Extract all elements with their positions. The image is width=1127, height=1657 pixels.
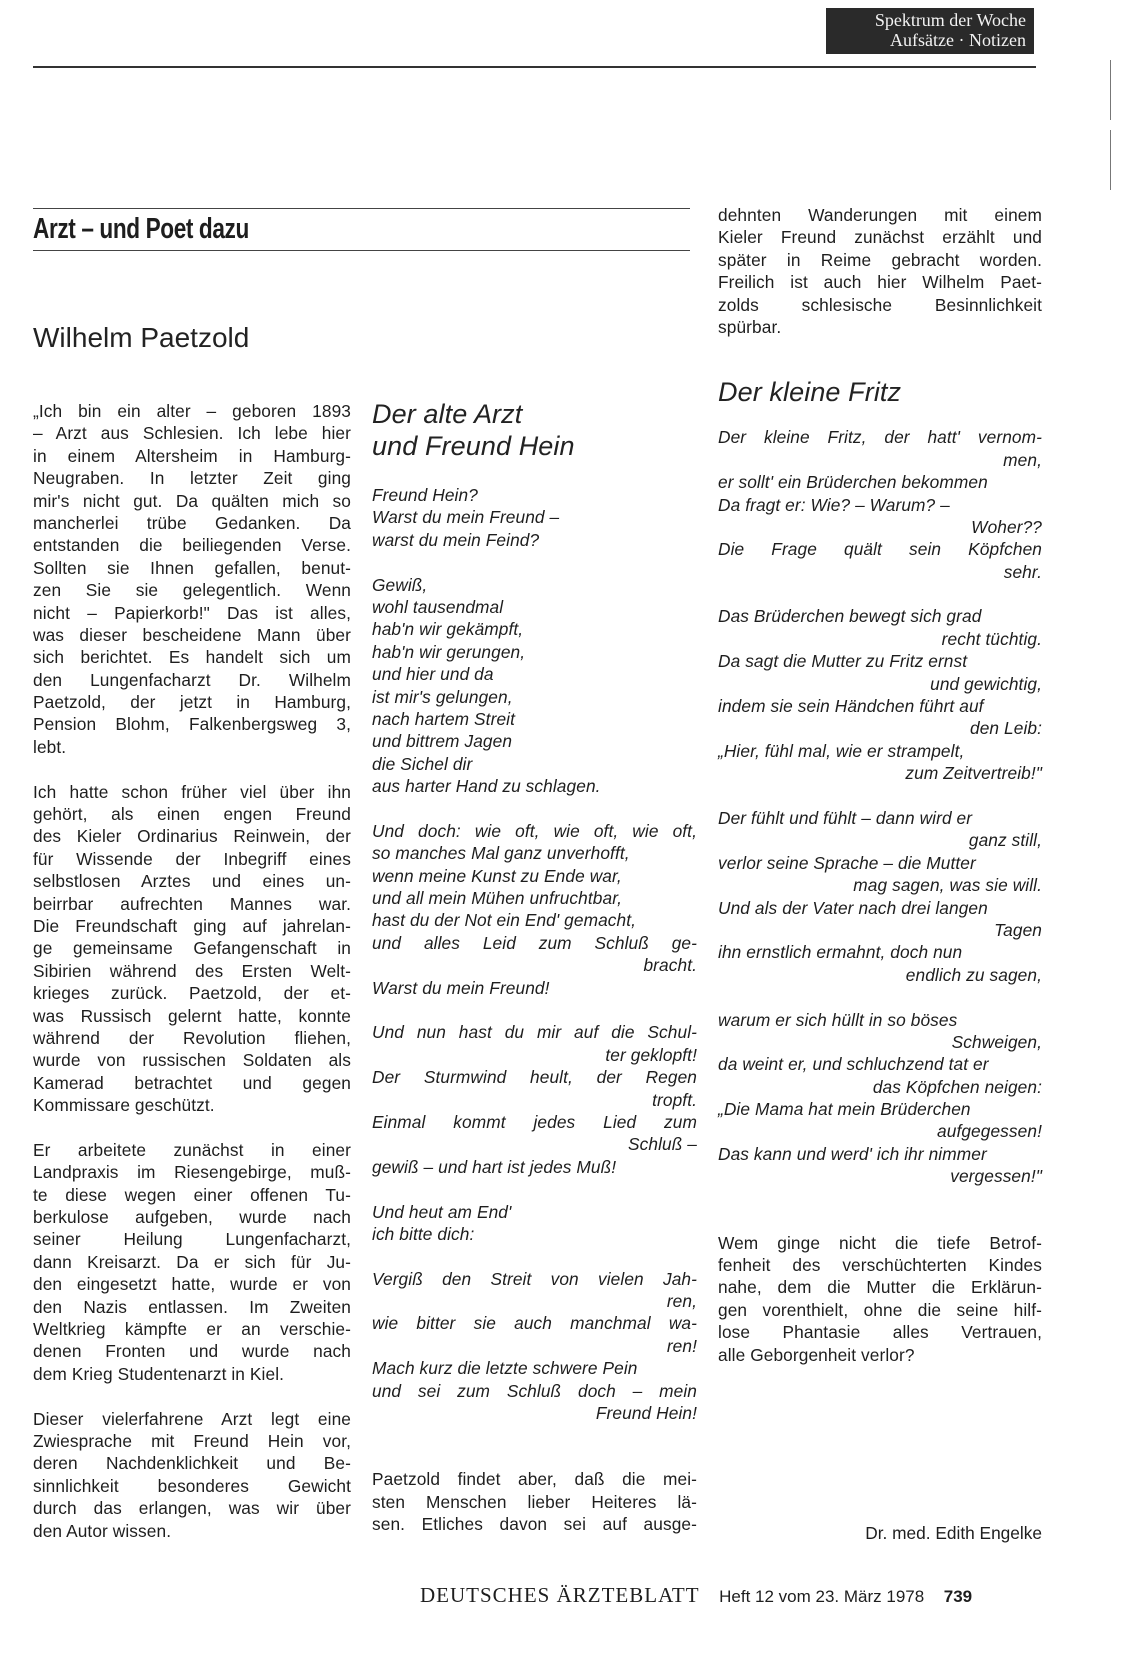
text-line: Weltkrieg kämpfte er an verschie- <box>33 1319 351 1340</box>
text-line: Sibirien während des Ersten Welt- <box>33 960 351 981</box>
text-line: indem sie sein Händchen führt auf <box>718 696 984 717</box>
text-line: Kommissare geschützt. <box>33 1095 215 1116</box>
column-1 <box>33 400 351 1542</box>
text-line: Die Frage quält sein Köpfchen <box>718 539 1042 560</box>
poem-1-stanza-4 <box>372 1021 697 1178</box>
text-line: er sollt' ein Brüderchen bekommen <box>718 472 988 493</box>
text-line: Mach kurz die letzte schwere Pein <box>372 1358 638 1379</box>
poem-2-stanza-4 <box>718 1009 1042 1188</box>
text-line: sehr. <box>1003 561 1042 582</box>
text-line: deren Nachdenklichkeit und Be- <box>33 1453 351 1474</box>
text-line: ren, <box>666 1291 697 1312</box>
issue-info: Heft 12 vom 23. März 1978 <box>719 1587 925 1606</box>
text-line: wurde von russischen Soldaten als <box>33 1050 351 1071</box>
text-line: das Köpfchen neigen: <box>872 1076 1042 1097</box>
text-line: während der Revolution fliehen, <box>33 1027 351 1048</box>
scan-edge-mark <box>1110 60 1111 120</box>
text-line: Paetzold findet aber, daß die mei- <box>372 1469 697 1490</box>
text-line: – Arzt aus Schlesien. Ich lebe hier <box>33 423 351 444</box>
text-line: den Autor wissen. <box>33 1520 172 1541</box>
text-line: den Leib: <box>969 718 1042 739</box>
poem-2-stanza-1 <box>718 426 1042 583</box>
poem-1-title-line2: und Freund Hein <box>372 431 575 461</box>
text-line: Da sagt die Mutter zu Fritz ernst <box>718 651 968 672</box>
text-line: in einem Altersheim in Hamburg- <box>33 445 351 466</box>
text-line: Das Brüderchen bewegt sich grad <box>718 606 982 627</box>
text-line: dehnten Wanderungen mit einem <box>718 205 1042 225</box>
text-line: seiner Heilung Lungenfacharzt, <box>33 1229 351 1250</box>
text-line: des Kieler Ordinarius Reinwein, der <box>33 826 351 847</box>
text-line: Der Sturmwind heult, der Regen <box>372 1067 697 1088</box>
text-line: gen vorenthielt, ohne die seine hilf- <box>718 1299 1042 1320</box>
text-line: berkulose aufgeben, wurde nach <box>33 1207 351 1228</box>
text-line: Freilich ist auch hier Wilhelm Paet- <box>718 272 1042 293</box>
page-number: 739 <box>943 1587 973 1606</box>
text-line: „Ich bin ein alter – geboren 1893 <box>33 401 351 421</box>
text-line: recht tüchtig. <box>941 628 1042 649</box>
poem-1-stanza-5 <box>372 1201 697 1246</box>
text-line: wohl tausendmal <box>372 596 504 617</box>
header-rule <box>33 66 1036 68</box>
text-line: die Sichel dir <box>372 753 473 774</box>
closing-paragraph <box>718 1232 1042 1366</box>
text-line: ren! <box>666 1335 697 1356</box>
text-line: Der kleine Fritz, der hatt' vernom- <box>718 427 1042 448</box>
column-2 <box>372 398 697 1536</box>
text-line: „Die Mama hat mein Brüderchen <box>718 1099 971 1120</box>
text-line: sen. Etliches davon sei auf ausge- <box>372 1514 697 1535</box>
text-line: Einmal kommt jedes Lied zum <box>372 1111 697 1132</box>
text-line: te diese wegen einer offenen Tu- <box>33 1184 351 1205</box>
text-line: Landpraxis im Riesengebirge, muß- <box>33 1162 351 1183</box>
text-line: Ich hatte schon früher viel über ihn <box>33 781 351 802</box>
text-line: was Russisch gelernt hatte, konnte <box>33 1005 351 1026</box>
text-line: zen Sie sie gelegentlich. Wenn <box>33 580 351 601</box>
poem-1-title <box>372 398 697 462</box>
text-line: und all mein Mühen unfruchtbar, <box>372 888 622 909</box>
signature: Dr. med. Edith Engelke <box>865 1523 1042 1543</box>
text-line: sten Menschen lieber Heiteres lä- <box>372 1491 697 1512</box>
text-line: mir's nicht gut. Da quälten mich so <box>33 490 351 511</box>
text-line: entstanden die beiliegenden Verse. <box>33 535 351 556</box>
poem-1-stanza-1 <box>372 484 697 551</box>
text-line: ihn ernstlich ermahnt, doch nun <box>718 942 963 963</box>
journal-name: DEUTSCHES ÄRZTEBLATT <box>420 1583 700 1607</box>
text-line: für Wissende der Inbegriff eines <box>33 848 351 869</box>
poem-1-stanza-6 <box>372 1268 697 1425</box>
text-line: zum Zeitvertreib!" <box>905 763 1042 784</box>
text-line: wenn meine Kunst zu Ende war, <box>372 865 622 886</box>
text-line: den eingesetzt hatte, wurde er von <box>33 1274 351 1295</box>
page-footer <box>420 1583 972 1608</box>
text-line: Und heut am End' <box>372 1201 512 1222</box>
section-label-line1: Spektrum der Woche <box>874 10 1026 30</box>
text-line: men, <box>1003 449 1042 470</box>
text-line: Vergiß den Streit von vielen Jah- <box>372 1268 697 1289</box>
text-line: wie bitter sie auch manchmal wa- <box>372 1313 697 1334</box>
text-line: denen Fronten und wurde nach <box>33 1341 351 1362</box>
text-line: und hier und da <box>372 664 494 685</box>
text-line: selbstlosen Arztes und eines un- <box>33 871 351 892</box>
text-line: zolds schlesische Besinnlichkeit <box>718 294 1042 315</box>
text-line: warst du mein Feind? <box>372 529 540 550</box>
column-3-prose <box>718 204 1042 338</box>
text-line: beirrbar aufrechten Mannes war. <box>33 893 351 914</box>
poem-2-stanza-2 <box>718 605 1042 784</box>
text-line: Paetzold, der jetzt in Hamburg, <box>33 692 351 713</box>
text-line: ist mir's gelungen, <box>372 686 513 707</box>
text-line: sich berichtet. Es handelt sich um <box>33 647 351 668</box>
text-line: Woher?? <box>971 516 1042 537</box>
author-name: Wilhelm Paetzold <box>33 322 250 353</box>
text-line: bracht. <box>643 955 697 976</box>
text-line: aus harter Hand zu schlagen. <box>372 776 601 797</box>
text-line: Tagen <box>994 919 1042 940</box>
text-line: lebt. <box>33 736 67 757</box>
text-line: durch das erlangen, was wir über <box>33 1498 351 1519</box>
text-line: Das kann und werd' ich ihr nimmer <box>718 1143 987 1164</box>
poem-2-title: Der kleine Fritz <box>718 377 902 408</box>
text-line: hast du der Not ein End' gemacht, <box>372 910 637 931</box>
text-line: gehört, als einen engen Freund <box>33 804 351 825</box>
text-line: lose Phantasie alles Vertrauen, <box>718 1322 1042 1343</box>
text-line: nach hartem Streit <box>372 708 515 729</box>
text-line: vergessen!" <box>950 1166 1042 1187</box>
text-line: mancherlei trübe Gedanken. Da <box>33 512 351 533</box>
text-line: Freund Hein! <box>595 1403 697 1424</box>
poem-1-title-line1: Der alte Arzt <box>372 399 523 429</box>
text-line: später in Reime gebracht worden. <box>718 249 1042 270</box>
paragraph-2 <box>33 781 351 1117</box>
text-line: Kamerad betrachtet und gegen <box>33 1072 351 1093</box>
text-line: was dieser bescheidene Mann über <box>33 624 351 645</box>
section-label-line2: Aufsätze · Notizen <box>890 30 1026 50</box>
text-line: Die Freundschaft ging auf jahrelan- <box>33 915 351 936</box>
text-line: aufgegessen! <box>937 1121 1042 1142</box>
text-line: Zwiesprache mit Freund Hein vor, <box>33 1430 351 1451</box>
text-line: den Nazis entlassen. Im Zweiten <box>33 1296 351 1317</box>
paragraph-1 <box>33 400 351 758</box>
text-line: Neugraben. In letzter Zeit ging <box>33 468 351 489</box>
text-line: hab'n wir gekämpft, <box>372 619 524 640</box>
text-line: Dieser vielerfahrene Arzt legt eine <box>33 1408 351 1429</box>
scan-edge-mark <box>1110 130 1111 190</box>
text-line: endlich zu sagen, <box>905 964 1042 985</box>
text-line: ter geklopft! <box>605 1044 697 1065</box>
text-line: sinnlichkeit besonderes Gewicht <box>33 1475 351 1496</box>
text-line: Und nun hast du mir auf die Schul- <box>372 1022 697 1043</box>
poem-2-stanza-3 <box>718 807 1042 986</box>
poem-2 <box>718 426 1042 1187</box>
text-line: fenheit des verschüchterten Kindes <box>718 1255 1042 1276</box>
title-rule-bottom <box>33 250 690 251</box>
text-line: und bittrem Jagen <box>372 731 513 752</box>
paragraph-4 <box>33 1408 351 1542</box>
text-line: Kieler Freund zunächst erzählt und <box>718 227 1042 248</box>
text-line: spürbar. <box>718 316 782 337</box>
text-line: und sei zum Schluß doch – mein <box>372 1380 697 1401</box>
article-title: Arzt – und Poet dazu <box>33 213 249 245</box>
text-line: Warst du mein Freund – <box>372 507 560 528</box>
title-rule-top <box>33 208 690 209</box>
text-line: Freund Hein? <box>372 485 478 505</box>
text-line: warum er sich hüllt in so böses <box>718 1009 958 1030</box>
text-line: Und als der Vater nach drei langen <box>718 897 988 918</box>
poem-1-stanza-3 <box>372 820 697 999</box>
text-line: ganz still, <box>968 830 1042 851</box>
text-line: alle Geborgenheit verlor? <box>718 1344 915 1365</box>
text-line: tropft. <box>652 1089 697 1110</box>
text-line: den Lungenfacharzt Dr. Wilhelm <box>33 669 351 690</box>
poem-1-stanza-2 <box>372 574 697 798</box>
text-line: nahe, dem die Mutter die Erklärun- <box>718 1277 1042 1298</box>
column-2-prose <box>372 1468 697 1535</box>
text-line: Gewiß, <box>372 574 428 595</box>
text-line: mag sagen, was sie will. <box>853 875 1042 896</box>
column-3 <box>718 204 1042 1366</box>
text-line: so manches Mal ganz unverhofft, <box>372 843 630 864</box>
paragraph-3 <box>33 1139 351 1385</box>
text-line: Da fragt er: Wie? – Warum? – <box>718 494 950 515</box>
text-line: Schweigen, <box>951 1031 1042 1052</box>
text-line: krieges zurück. Paetzold, der et- <box>33 983 351 1004</box>
text-line: Wem ginge nicht die tiefe Betrof- <box>718 1232 1042 1253</box>
text-line: da weint er, und schluchzend tat er <box>718 1054 989 1075</box>
text-line: nicht – Papierkorb!" Das ist alles, <box>33 602 351 623</box>
section-label-box <box>826 8 1034 54</box>
text-line: Warst du mein Freund! <box>372 977 550 998</box>
text-line: „Hier, fühl mal, wie er strampelt, <box>718 740 965 761</box>
text-line: ich bitte dich: <box>372 1223 475 1244</box>
text-line: Der fühlt und fühlt – dann wird er <box>718 807 973 828</box>
poem-1 <box>372 484 697 1424</box>
text-line: dann Kreisarzt. Da er sich für Ju- <box>33 1251 351 1272</box>
text-line: Und doch: wie oft, wie oft, wie oft, <box>372 820 697 841</box>
text-line: und gewichtig, <box>930 673 1042 694</box>
text-line: Sollten sie Ihnen gefallen, benut- <box>33 557 351 578</box>
text-line: ge gemeinsame Gefangenschaft in <box>33 938 351 959</box>
text-line: verlor seine Sprache – die Mutter <box>718 852 976 873</box>
text-line: Pension Blohm, Falkenbergsweg 3, <box>33 714 351 735</box>
text-line: hab'n wir gerungen, <box>372 641 526 662</box>
text-line: und alles Leid zum Schluß ge- <box>372 932 697 953</box>
text-line: gewiß – und hart ist jedes Muß! <box>372 1156 617 1177</box>
text-line: Schluß – <box>628 1134 697 1155</box>
text-line: dem Krieg Studentenarzt in Kiel. <box>33 1363 285 1384</box>
text-line: Er arbeitete zunächst in einer <box>33 1139 351 1160</box>
